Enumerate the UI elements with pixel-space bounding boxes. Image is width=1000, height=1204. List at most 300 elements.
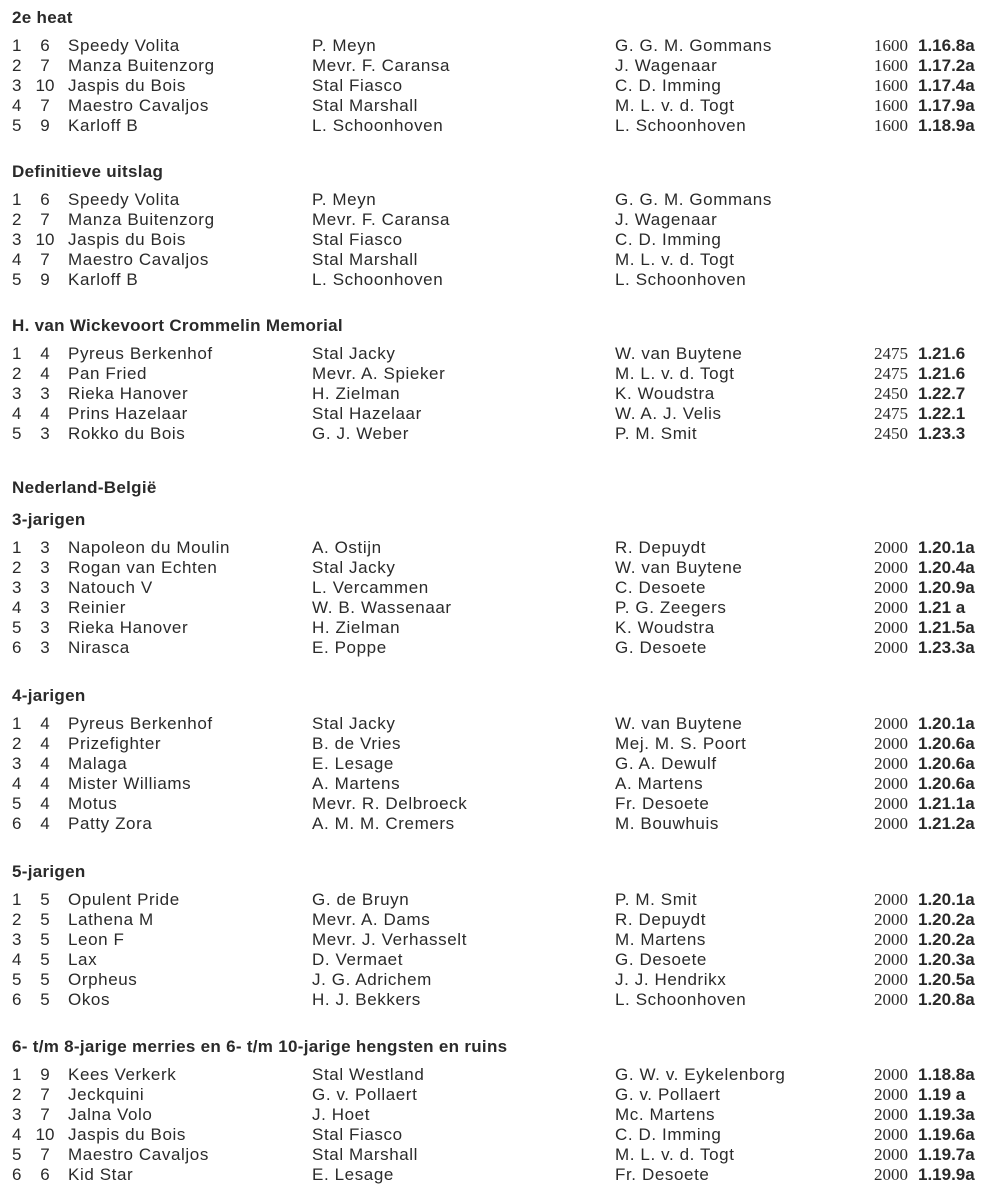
finish-position: 5 [12,1145,22,1164]
driver-name: J. J. Hendrikx [615,970,727,989]
driver-name: M. L. v. d. Togt [615,1145,735,1164]
horse-name: Manza Buitenzorg [68,56,215,75]
start-number: 5 [40,910,50,929]
distance: 2000 [874,1085,908,1104]
horse-name: Kid Star [68,1165,134,1184]
distance: 2000 [874,910,908,929]
km-time: 1.20.8a [918,990,975,1009]
result-row [0,578,1000,598]
distance: 2000 [874,558,908,577]
result-row [0,76,1000,96]
horse-name: Malaga [68,754,128,773]
result-row [0,774,1000,794]
finish-position: 2 [12,734,22,753]
horse-name: Speedy Volita [68,190,180,209]
km-time: 1.21 a [918,598,966,617]
start-number: 3 [40,598,50,617]
result-row [0,210,1000,230]
driver-name: P. M. Smit [615,424,698,443]
start-number: 4 [40,364,50,383]
start-number: 9 [40,270,50,289]
owner-name: Stal Westland [312,1065,425,1084]
driver-name: C. D. Imming [615,1125,722,1144]
start-number: 3 [40,638,50,657]
owner-name: Mevr. F. Caransa [312,210,451,229]
owner-name: Stal Marshall [312,1145,419,1164]
owner-name: Stal Fiasco [312,76,403,95]
km-time: 1.21.2a [918,814,975,833]
result-row [0,270,1000,290]
owner-name: Stal Marshall [312,250,419,269]
result-row [0,990,1000,1010]
finish-position: 1 [12,36,22,55]
horse-name: Jeckquini [68,1085,145,1104]
start-number: 9 [40,1065,50,1084]
distance: 2000 [874,578,908,597]
distance: 2000 [874,1105,908,1124]
horse-name: Nirasca [68,638,130,657]
owner-name: A. Martens [312,774,401,793]
owner-name: J. Hoet [312,1105,371,1124]
distance: 2000 [874,890,908,909]
horse-name: Speedy Volita [68,36,180,55]
horse-name: Pyreus Berkenhof [68,344,213,363]
result-row [0,1145,1000,1165]
driver-name: L. Schoonhoven [615,990,747,1009]
distance: 2450 [874,384,908,403]
start-number: 4 [40,794,50,813]
start-number: 10 [35,76,55,95]
result-row [0,230,1000,250]
finish-position: 6 [12,814,22,833]
distance: 2000 [874,1065,908,1084]
finish-position: 3 [12,76,22,95]
start-number: 3 [40,558,50,577]
km-time: 1.19.6a [918,1125,975,1144]
finish-position: 1 [12,344,22,363]
result-rows [0,344,1000,444]
horse-name: Prizefighter [68,734,162,753]
owner-name: G. de Bruyn [312,890,410,909]
driver-name: Fr. Desoete [615,794,710,813]
km-time: 1.22.1 [918,404,966,423]
result-row [0,754,1000,774]
driver-name: G. A. Dewulf [615,754,717,773]
distance: 1600 [874,96,908,115]
driver-name: Fr. Desoete [615,1165,710,1184]
km-time: 1.22.7 [918,384,966,403]
km-time: 1.18.8a [918,1065,975,1084]
result-row [0,538,1000,558]
distance: 2000 [874,734,908,753]
finish-position: 1 [12,190,22,209]
driver-name: M. L. v. d. Togt [615,250,735,269]
finish-position: 4 [12,250,22,269]
horse-name: Reinier [68,598,127,617]
start-number: 4 [40,734,50,753]
km-time: 1.19.3a [918,1105,975,1124]
start-number: 5 [40,890,50,909]
result-row [0,638,1000,658]
owner-name: Stal Jacky [312,714,396,733]
finish-position: 6 [12,638,22,657]
driver-name: G. W. v. Eykelenborg [615,1065,786,1084]
driver-name: W. van Buytene [615,714,743,733]
owner-name: E. Poppe [312,638,387,657]
start-number: 3 [40,578,50,597]
section-heading: 4-jarigen [12,686,86,705]
start-number: 7 [40,56,50,75]
result-row [0,364,1000,384]
result-row [0,1065,1000,1085]
horse-name: Maestro Cavaljos [68,96,209,115]
owner-name: G. J. Weber [312,424,409,443]
owner-name: Stal Jacky [312,344,396,363]
km-time: 1.21.1a [918,794,975,813]
result-row [0,344,1000,364]
driver-name: G. v. Pollaert [615,1085,721,1104]
owner-name: Stal Fiasco [312,1125,403,1144]
distance: 2475 [874,344,908,363]
finish-position: 2 [12,910,22,929]
result-row [0,250,1000,270]
distance: 2000 [874,1165,908,1184]
result-row [0,734,1000,754]
driver-name: G. G. M. Gommans [615,190,772,209]
start-number: 4 [40,404,50,423]
finish-position: 3 [12,384,22,403]
start-number: 4 [40,774,50,793]
owner-name: W. B. Wassenaar [312,598,452,617]
finish-position: 2 [12,558,22,577]
km-time: 1.20.5a [918,970,975,989]
result-row [0,404,1000,424]
owner-name: H. J. Bekkers [312,990,421,1009]
distance: 2475 [874,404,908,423]
start-number: 3 [40,384,50,403]
driver-name: K. Woudstra [615,618,715,637]
finish-position: 5 [12,116,22,135]
owner-name: Stal Fiasco [312,230,403,249]
km-time: 1.20.1a [918,714,975,733]
horse-name: Jalna Volo [68,1105,153,1124]
driver-name: W. van Buytene [615,558,743,577]
driver-name: C. Desoete [615,578,707,597]
start-number: 4 [40,754,50,773]
result-row [0,714,1000,734]
horse-name: Maestro Cavaljos [68,250,209,269]
distance: 2000 [874,1145,908,1164]
finish-position: 2 [12,210,22,229]
horse-name: Napoleon du Moulin [68,538,231,557]
finish-position: 3 [12,754,22,773]
start-number: 10 [35,1125,55,1144]
start-number: 7 [40,1105,50,1124]
km-time: 1.21.5a [918,618,975,637]
start-number: 6 [40,36,50,55]
distance: 2450 [874,424,908,443]
driver-name: C. D. Imming [615,76,722,95]
owner-name: Stal Jacky [312,558,396,577]
km-time: 1.16.8a [918,36,975,55]
km-time: 1.19.7a [918,1145,975,1164]
driver-name: W. A. J. Velis [615,404,722,423]
owner-name: H. Zielman [312,618,401,637]
section-heading: Definitieve uitslag [12,162,164,181]
distance: 2000 [874,1125,908,1144]
owner-name: L. Schoonhoven [312,116,444,135]
finish-position: 6 [12,1165,22,1184]
result-rows [0,36,1000,136]
section-heading: Nederland-België [12,478,157,497]
finish-position: 5 [12,794,22,813]
distance: 2000 [874,638,908,657]
start-number: 3 [40,618,50,637]
finish-position: 1 [12,1065,22,1084]
driver-name: P. M. Smit [615,890,698,909]
result-rows [0,190,1000,290]
finish-position: 4 [12,96,22,115]
distance: 2000 [874,794,908,813]
driver-name: A. Martens [615,774,704,793]
finish-position: 5 [12,270,22,289]
horse-name: Patty Zora [68,814,153,833]
driver-name: W. van Buytene [615,344,743,363]
result-row [0,1165,1000,1185]
owner-name: L. Schoonhoven [312,270,444,289]
owner-name: Stal Hazelaar [312,404,422,423]
result-row [0,794,1000,814]
distance: 2000 [874,970,908,989]
driver-name: G. Desoete [615,950,707,969]
result-row [0,970,1000,990]
finish-position: 4 [12,774,22,793]
horse-name: Karloff B [68,116,139,135]
horse-name: Mister Williams [68,774,192,793]
horse-name: Lathena M [68,910,154,929]
start-number: 3 [40,424,50,443]
start-number: 7 [40,1145,50,1164]
result-rows [0,538,1000,658]
result-row [0,190,1000,210]
horse-name: Rieka Hanover [68,384,189,403]
distance: 2000 [874,598,908,617]
start-number: 7 [40,96,50,115]
start-number: 5 [40,990,50,1009]
km-time: 1.19 a [918,1085,966,1104]
finish-position: 4 [12,598,22,617]
km-time: 1.20.6a [918,734,975,753]
result-row [0,930,1000,950]
owner-name: B. de Vries [312,734,402,753]
owner-name: D. Vermaet [312,950,404,969]
result-row [0,424,1000,444]
km-time: 1.20.4a [918,558,975,577]
horse-name: Lax [68,950,98,969]
owner-name: Mevr. R. Delbroeck [312,794,468,813]
horse-name: Jaspis du Bois [68,230,187,249]
start-number: 7 [40,210,50,229]
owner-name: A. M. M. Cremers [312,814,455,833]
driver-name: K. Woudstra [615,384,715,403]
finish-position: 5 [12,618,22,637]
horse-name: Jaspis du Bois [68,1125,187,1144]
finish-position: 3 [12,1105,22,1124]
owner-name: A. Ostijn [312,538,382,557]
distance: 2000 [874,774,908,793]
finish-position: 3 [12,930,22,949]
owner-name: Mevr. A. Dams [312,910,431,929]
finish-position: 5 [12,424,22,443]
start-number: 7 [40,250,50,269]
driver-name: J. Wagenaar [615,56,718,75]
start-number: 5 [40,970,50,989]
horse-name: Pan Fried [68,364,148,383]
horse-name: Natouch V [68,578,153,597]
result-row [0,1125,1000,1145]
result-row [0,814,1000,834]
horse-name: Kees Verkerk [68,1065,177,1084]
km-time: 1.20.6a [918,774,975,793]
driver-name: M. L. v. d. Togt [615,364,735,383]
result-rows [0,1065,1000,1185]
owner-name: J. G. Adrichem [312,970,432,989]
start-number: 7 [40,1085,50,1104]
driver-name: J. Wagenaar [615,210,718,229]
start-number: 3 [40,538,50,557]
result-row [0,1105,1000,1125]
result-row [0,910,1000,930]
horse-name: Manza Buitenzorg [68,210,215,229]
horse-name: Pyreus Berkenhof [68,714,213,733]
distance: 2000 [874,754,908,773]
km-time: 1.17.4a [918,76,975,95]
finish-position: 5 [12,970,22,989]
distance: 1600 [874,56,908,75]
section-heading: 3-jarigen [12,510,86,529]
horse-name: Prins Hazelaar [68,404,188,423]
owner-name: E. Lesage [312,1165,394,1184]
owner-name: G. v. Pollaert [312,1085,418,1104]
owner-name: P. Meyn [312,190,377,209]
finish-position: 2 [12,364,22,383]
driver-name: P. G. Zeegers [615,598,727,617]
distance: 2000 [874,714,908,733]
result-row [0,116,1000,136]
horse-name: Maestro Cavaljos [68,1145,209,1164]
result-row [0,890,1000,910]
finish-position: 2 [12,56,22,75]
section-heading: 6- t/m 8-jarige merries en 6- t/m 10-jarige hengsten en ruins [12,1037,508,1056]
owner-name: H. Zielman [312,384,401,403]
owner-name: E. Lesage [312,754,394,773]
result-row [0,558,1000,578]
km-time: 1.20.3a [918,950,975,969]
horse-name: Motus [68,794,118,813]
finish-position: 4 [12,1125,22,1144]
result-row [0,36,1000,56]
km-time: 1.21.6 [918,364,966,383]
start-number: 10 [35,230,55,249]
km-time: 1.17.9a [918,96,975,115]
driver-name: M. Martens [615,930,707,949]
horse-name: Leon F [68,930,125,949]
finish-position: 1 [12,538,22,557]
km-time: 1.20.9a [918,578,975,597]
horse-name: Opulent Pride [68,890,180,909]
finish-position: 3 [12,578,22,597]
horse-name: Rogan van Echten [68,558,218,577]
distance: 1600 [874,76,908,95]
driver-name: M. L. v. d. Togt [615,96,735,115]
result-row [0,96,1000,116]
owner-name: P. Meyn [312,36,377,55]
result-row [0,618,1000,638]
distance: 2000 [874,930,908,949]
finish-position: 2 [12,1085,22,1104]
section-heading: H. van Wickevoort Crommelin Memorial [12,316,343,335]
km-time: 1.21.6 [918,344,966,363]
driver-name: G. Desoete [615,638,707,657]
km-time: 1.18.9a [918,116,975,135]
driver-name: L. Schoonhoven [615,116,747,135]
result-rows [0,714,1000,834]
horse-name: Jaspis du Bois [68,76,187,95]
finish-position: 3 [12,230,22,249]
distance: 2000 [874,814,908,833]
driver-name: M. Bouwhuis [615,814,719,833]
km-time: 1.20.1a [918,538,975,557]
finish-position: 1 [12,714,22,733]
owner-name: Mevr. A. Spieker [312,364,446,383]
distance: 2000 [874,538,908,557]
owner-name: Stal Marshall [312,96,419,115]
km-time: 1.20.2a [918,930,975,949]
result-row [0,1085,1000,1105]
start-number: 4 [40,814,50,833]
driver-name: R. Depuydt [615,910,707,929]
distance: 2000 [874,618,908,637]
start-number: 6 [40,1165,50,1184]
result-rows [0,890,1000,1010]
km-time: 1.19.9a [918,1165,975,1184]
horse-name: Rokko du Bois [68,424,186,443]
km-time: 1.23.3a [918,638,975,657]
distance: 2000 [874,950,908,969]
result-row [0,950,1000,970]
distance: 1600 [874,36,908,55]
owner-name: Mevr. F. Caransa [312,56,451,75]
owner-name: L. Vercammen [312,578,429,597]
km-time: 1.20.6a [918,754,975,773]
km-time: 1.17.2a [918,56,975,75]
driver-name: L. Schoonhoven [615,270,747,289]
km-time: 1.23.3 [918,424,966,443]
section-heading: 5-jarigen [12,862,86,881]
start-number: 5 [40,930,50,949]
result-row [0,384,1000,404]
finish-position: 4 [12,950,22,969]
km-time: 1.20.1a [918,890,975,909]
start-number: 6 [40,190,50,209]
horse-name: Orpheus [68,970,138,989]
result-row [0,56,1000,76]
driver-name: Mej. M. S. Poort [615,734,747,753]
finish-position: 4 [12,404,22,423]
horse-name: Rieka Hanover [68,618,189,637]
driver-name: R. Depuydt [615,538,707,557]
start-number: 4 [40,714,50,733]
